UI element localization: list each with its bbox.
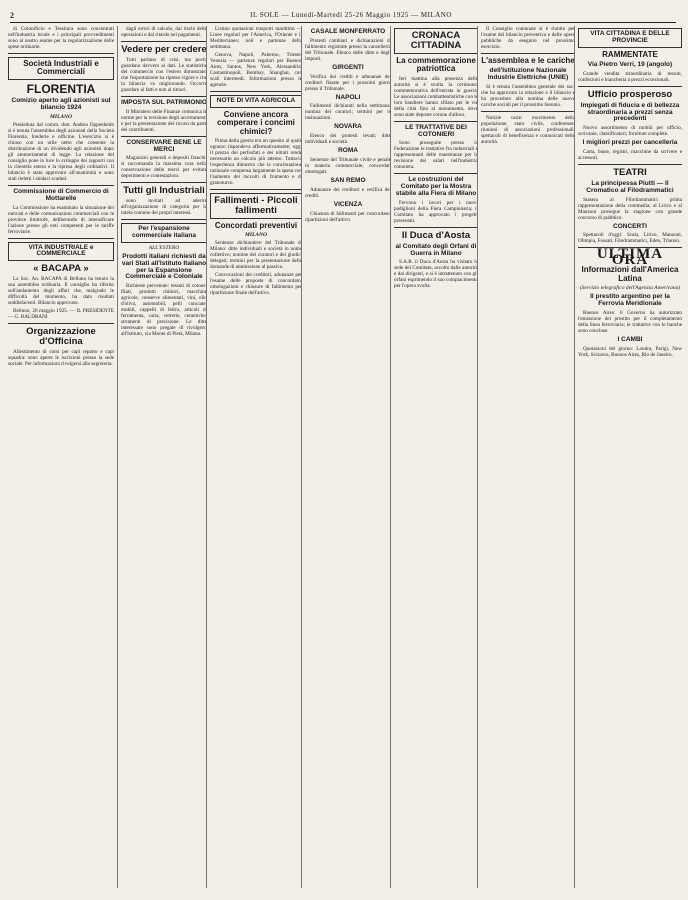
city-heading: NOVARA — [334, 123, 362, 131]
advert-headline: RAMMENTATE — [602, 49, 658, 59]
ultima-ora-banner: ULTIMA ORA — [596, 246, 664, 269]
article-text: Magazzini generali e depositi franchi: si raccomanda la massima cura nella conservazione delle merci per evitare deperimenti e contestazioni. — [121, 155, 207, 180]
article-text: Adunanze dei creditori e verifica dei crediti. — [305, 186, 391, 199]
article-text: Tutti parlano di crisi, ma pochi guardano davvero ai dati. Le statistiche del commercio con l'estero dimostrano che l'esportazione ha ripreso vigore e che la bilancia va migliorando. Occorre guardare ai fatti e non ai timori. — [121, 56, 207, 93]
article-text: Quotazioni del giorno: Londra, Parigi, New York, Svizzera, Buenos Aires, Rio de Janeiro. — [578, 345, 682, 358]
article-subheadline: Impiegati di fiducia e di bellezza straordinaria a prezzi senza precedenti — [580, 101, 680, 123]
article-text: Sentenze dichiarative del Tribunale di Milano: ditte individuali e società in nome collettivo; nomine dei curatori e dei giudici delegati; termini per la presentazione delle domande di ammissione al passivo. — [210, 240, 302, 271]
masthead-line: IL SOLE — Lunedì-Martedì 25-26 Maggio 1925 — MILANO — [250, 11, 452, 19]
article-text: Buenos Aires: il Governo ha autorizzato l'emissione del prestito per il completamento della linea ferroviaria; le trattative con le banche sono concluse. — [578, 309, 682, 334]
section-heading: VITA CITTADINA E DELLE PROVINCIE — [578, 28, 682, 48]
article-subheadline: Concordati preventivi — [214, 220, 298, 230]
article-text: Grande vendita straordinaria di tessuti, confezioni e biancheria a prezzi eccezionali. — [578, 70, 682, 83]
page-number: 2 — [10, 10, 14, 20]
article-headline: Il Duca d'Aosta — [401, 229, 471, 241]
article-text: S.A.R. il Duca d'Aosta ha visitato la sede del Comitato, accolto dalle autorità e dai dirigenti, e si è intrattenuto con gli orfani esprimendo il suo compiacimento per l'opera svolta. — [394, 259, 478, 290]
article-text: Notizie varie: movimento della popolazione, stato civile, conferenze, riunioni di associazioni professionali, spettacoli di beneficenza e comunicati delle autorità. — [481, 115, 575, 146]
article-text: Elenco dei protesti levati; ditte individuali e società. — [305, 133, 391, 146]
section-heading: CRONACA CITTADINA — [394, 28, 478, 54]
article-text: Prima della guerra era un quesito al quale ognuno rispondeva affermativamente; oggi il prezzo dei perfosfati e dei nitrati rende necessario un calcolo più attento. Tuttavia l'esperienza dimostra che la concimazione razionale compensa largamente la spesa con l'aumento dei raccolti di frumento e di granoturco. — [210, 137, 302, 186]
article-text: Richieste pervenute: tessuti di cotone, filati, prodotti chimici, macchine agricole, conserve alimentari, vini, olio d'oliva, automobili, pelli conciate, mobili, cappelli di feltro, articoli di ferramenta, carta, vetrerie, ceramiche, strumenti di precisione. Le ditte interessate sono pregate di rivolgersi all'Istituto, via Monte di Pietà, Milano. — [121, 283, 207, 338]
city-heading: SAN REMO — [330, 177, 366, 185]
article-text: Protesti cambiari e dichiarazioni di fallimento registrate presso la cancelleria del Tribunale. Elenco delle ditte e degli importi. — [305, 37, 391, 62]
dateline: MILANO — [49, 114, 72, 120]
article-headline: La principessa Piutti — Il Cromatico al Filodrammatici — [586, 180, 674, 194]
article-headline: Commissione di Commercio di Mottarelle — [13, 188, 109, 202]
city-heading: CASALE MONFERRATO — [310, 28, 386, 35]
article-text: La Soc. An. BACAPA di Belluno ha tenuto la sua assemblea ordinaria. Il consiglio ha riferito sull'andamento degli affari che, malgrado le difficoltà del momento, ha dato risultati soddisfacenti. Bilancio approvato. — [8, 276, 114, 307]
article-subheadline: Comizio aperto agli azionisti sul bilancio 1924 — [11, 97, 111, 112]
article-text: Sentenze del Tribunale civile e penale in materia commerciale; concordati omologati. — [305, 157, 391, 176]
article-headline: Le costruzioni del Comitato per la Mostra stabile alla Fiera di Milano — [395, 176, 477, 197]
article-text: Carta, buste, registri, macchine da scrivere e accessori. — [578, 149, 682, 162]
article-headline: Organizzazione d'Officina — [26, 326, 96, 348]
column-1 — [8, 26, 114, 888]
city-heading: VICENZA — [333, 200, 363, 208]
article-subheadline: Il prestito argentino per la Ferrovia Meridionale — [590, 293, 670, 308]
city-heading: ROMA — [338, 147, 358, 155]
city-heading: GIRGENTI — [332, 63, 364, 71]
column-4 — [301, 26, 391, 888]
article-headline: Ufficio prosperoso — [587, 88, 673, 100]
article-headline: LE TRATTATIVE DEI COTONIERI — [405, 123, 467, 138]
article-text: Ieri mattina alla presenza delle autorità si è svolta la cerimonia commemorativa dell'entrata in guerra. Le associazioni combattentistiche con le loro bandiere hanno sfilato per le vie della città fino al monumento, dove sono state deposte corone d'alloro. — [394, 75, 478, 118]
section-heading: Per l'espansione commerciale italiana — [121, 223, 207, 243]
article-headline: Vedere per credere — [121, 44, 207, 55]
city-heading: NAPOLI — [335, 93, 361, 101]
dateline: MILANO — [244, 232, 267, 239]
article-headline: CONSERVARE BENE LE MERCI — [126, 138, 202, 153]
section-heading: VITA INDUSTRIALE e COMMERCIALE — [8, 242, 114, 262]
section-subheading: ALL'ESTERO — [148, 245, 180, 251]
advert-address: Via Pietro Verri, 19 (angolo) — [587, 61, 673, 69]
article-headline: L'assemblea e le cariche — [481, 56, 575, 65]
article-text: Spettacoli d'oggi: Scala, Lirico, Manzoni, Olimpia, Fossati, Filodrammatici, Eden, Trianon. — [578, 232, 682, 245]
article-text: Sono proseguite presso la Federazione le trattative fra industriali e rappresentanti delle maestranze per la revisione dei salari nell'industria cotoniera. — [394, 140, 478, 171]
masthead — [10, 10, 676, 23]
article-text: Allestimento di corsi per capi reparto e capi squadra: sono aperte le iscrizioni presso la sede sociale. Per informazioni rivolgersi alla segreteria. — [8, 349, 114, 368]
article-text: Il Ministero delle Finanze comunica le norme per la revisione degli accertamenti e per la presentazione dei ricorsi da parte dei contribuenti. — [121, 108, 207, 133]
section-heading: Fallimenti - Piccoli fallimenti — [210, 193, 302, 219]
section-heading: Società Industriali e Commerciali — [8, 57, 114, 80]
article-headline: La commemorazione patriottica — [396, 55, 476, 74]
article-text: Il Consiglio comunale si è riunito per l'esame del bilancio preventivo e delle opere pubbliche da eseguire nel prossimo esercizio. — [481, 26, 575, 50]
article-text: Nuovo assortimento di mobili per ufficio, scrivanie, classificatori; forniture complete. — [578, 125, 682, 138]
article-headline: Conviene ancora comperare i concimi chimici? — [217, 109, 295, 136]
article-text: sono invitati ad aderire all'organizzazione di categoria per la tutela comune dei propri interessi. — [121, 198, 207, 217]
article-headline: Informazioni dall'America Latina — [581, 265, 679, 283]
column-3 — [206, 26, 302, 888]
section-heading: I CAMBI — [617, 335, 643, 343]
column-6 — [477, 26, 575, 888]
section-heading: CONCERTI — [613, 222, 647, 230]
article-text: di Cotonificio e Tessitura sono concentrati nell'industria locale e i principali provvedimenti sono al nostro esame per la regolarizzazione delle spese ordinarie. — [8, 26, 114, 50]
article-headline: FLORENTIA — [26, 81, 96, 96]
column-2 — [117, 26, 207, 888]
article-headline: IMPOSTA SUL PATRIMONIO — [121, 98, 207, 106]
article-text: Verifica dei crediti e adunanze dei creditori fissate per i prossimi giorni presso il Tribunale. — [305, 73, 391, 92]
article-source: (Servizio telegrafico dell'Agenzia Americana) — [579, 285, 681, 292]
article-headline: Tutti gli Industriali — [123, 185, 205, 197]
signature: Belluno, 20 maggio 1925. — IL PRESIDENTE — G. BALDRANI — [8, 308, 114, 321]
article-text: La Commissione ha esaminato la situazione dei mercati e delle comunicazioni commerciali con le province limitrofe, deliberando di intensificare l'azione presso gli enti competenti per le tariffe ferroviarie. — [8, 204, 114, 235]
article-text: Convocazioni dei creditori, adunanze per l'esame delle proposte di concordato, omologazioni e chiusure di fallimento per ripartizione finale dell'attivo. — [210, 272, 302, 297]
article-text: Genova, Napoli, Palermo, Trieste, Venezia — partenze regolari per Buenos Aires, Santos, New York, Alessandria, Costantinopoli, Bombay, Shanghai, con scali intermedi. Informazioni presso le agenzie. — [210, 52, 302, 88]
article-text: Fallimenti dichiarati nella settimana; nomina dei curatori; termini per le insinuazioni. — [305, 103, 391, 122]
article-text: Stasera al Filodrammatici prima rappresentazione della commedia; al Lirico e al Manzoni prosegue la stagione con grande concorso di pubblico. — [578, 196, 682, 221]
article-headline: Prodotti italiani richiesti da vari Stati all'Istituto Italiano per la Espansione Commerciale e Coloniale — [121, 253, 207, 281]
article-text: dagli errori di calcolo, dai rischi delle operazioni e dal ritardo nei pagamenti. — [121, 26, 207, 38]
column-5 — [390, 26, 478, 888]
article-text: Si è tenuta l'assemblea generale dei soci che ha approvato la relazione e il bilancio e ha proceduto alla nomina delle nuove cariche sociali per il prossimo biennio. — [481, 84, 575, 109]
article-subheadline: al Comitato degli Orfani di Guerra in Milano — [395, 242, 477, 257]
section-heading: NOTE DI VITA AGRICOLA — [210, 95, 302, 108]
section-heading: TEATRI — [613, 167, 647, 179]
article-text: Presieduta dal comm. dott. Andrea Oppenheim si è tenuta l'assemblea degli azionisti della Società Florentia, fonderie e officine. L'esercizio si è chiuso con un utile netto che consente la distribuzione di un dividendo agli azionisti dopo gli ammortamenti di legge. La relazione del consiglio pone in luce lo sviluppo dei rapporti con la clientela estera e la ripresa degli ordinativi. Il bilancio è stato approvato all'unanimità e sono stati rieletti i sindaci scaduti. — [8, 122, 114, 182]
article-text: Listino quotazioni trasporti marittimi — Linee regolari per l'America, l'Oriente e il Mediterraneo; noli e partenze della settimana. — [210, 26, 302, 50]
column-7 — [574, 26, 682, 888]
article-text: Chiusura di fallimenti per concordato; ripartizioni dell'attivo. — [305, 210, 391, 223]
article-text: Fervono i lavori per i nuovi padiglioni della Fiera Campionaria; il Comitato ha approvato i progetti presentati. — [394, 199, 478, 224]
article-subheadline: I migliori prezzi per cancelleria — [582, 139, 678, 147]
article-headline: « BACAPA » — [33, 263, 89, 275]
article-subheadline: dell'Istituzione Nazionale Industrie Elettriche (UNIE) — [487, 67, 569, 82]
